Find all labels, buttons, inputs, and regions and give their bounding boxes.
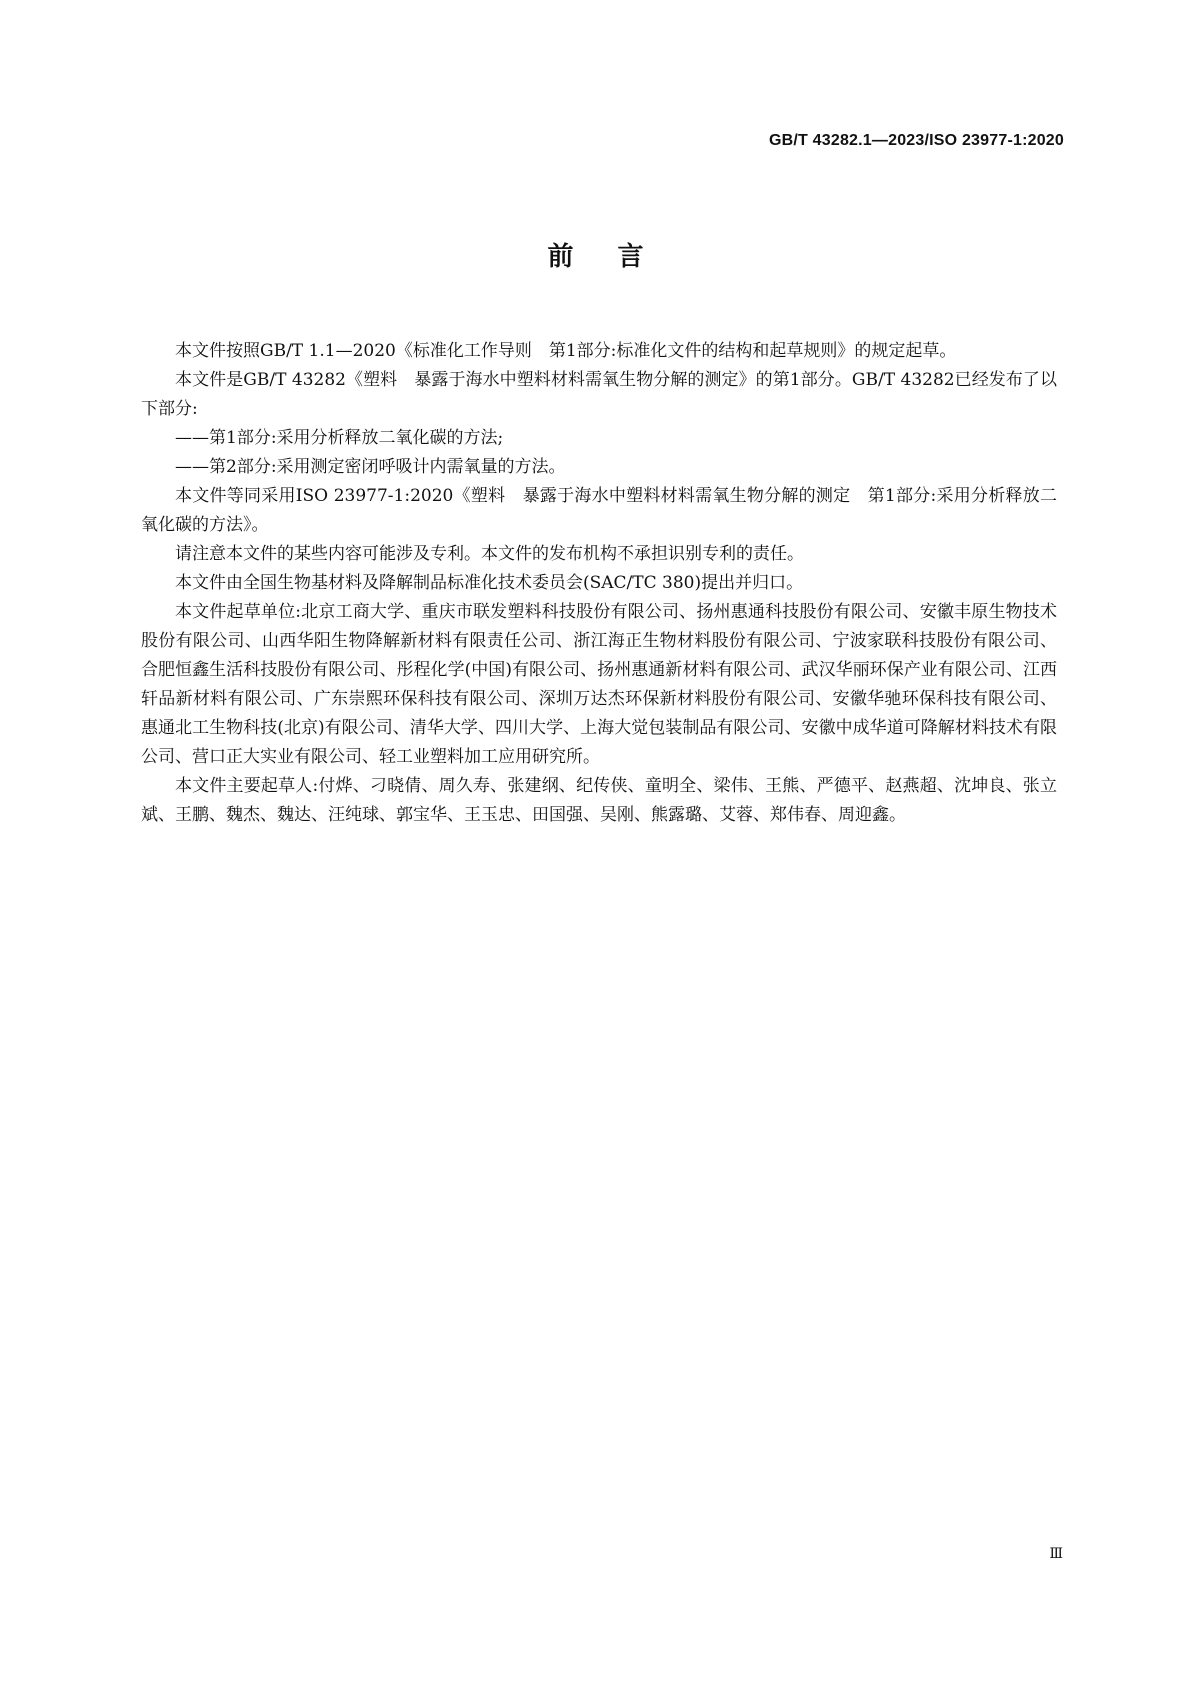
paragraph-iso-adoption: 本文件等同采用ISO 23977-1:2020《塑料 暴露于海水中塑料材料需氧生物分解的测定 第1部分:采用分析释放二氧化碳的方法》。 [141, 486, 1057, 535]
page-number: Ⅲ [1049, 1546, 1063, 1562]
paragraph-drafters: 本文件主要起草人:付烨、刁晓倩、周久寿、张建纲、纪传侠、童明全、梁伟、王熊、严德平、赵燕超、沈坤良、张立斌、王鹏、魏杰、魏达、汪纯球、郭宝华、王玉忠、田国强、吴刚、熊露璐、艾蓉、郑伟春、周迎鑫。 [141, 776, 1057, 825]
paragraph-drafting-units: 本文件起草单位:北京工商大学、重庆市联发塑料科技股份有限公司、扬州惠通科技股份有限公司、安徽丰原生物技术股份有限公司、山西华阳生物降解新材料有限责任公司、浙江海正生物材料股份有限公司、宁波家联科技股份有限公司、合肥恒鑫生活科技股份有限公司、彤程化学(中国)有限公司、扬州惠通新材料有限公司、武汉华丽环保产业有限公司、江西轩品新材料有限公司、广东崇熙环保科技有限公司、深圳万达杰环保新材料股份有限公司、安徽华驰环保科技有限公司、惠通北工生物科技(北京)有限公司、清华大学、四川大学、上海大觉包装制品有限公司、安徽中成华道可降解材料技术有限公司、营口正大实业有限公司、轻工业塑料加工应用研究所。 [141, 602, 1057, 767]
list-item-part-2: ——第2部分:采用测定密闭呼吸计内需氧量的方法。 [175, 457, 566, 477]
foreword-body [141, 337, 1057, 830]
paragraph-standard-parts: 本文件是GB/T 43282《塑料 暴露于海水中塑料材料需氧生物分解的测定》的第1部分。GB/T 43282已经发布了以下部分: [141, 370, 1057, 419]
paragraph-patent-notice: 请注意本文件的某些内容可能涉及专利。本文件的发布机构不承担识别专利的责任。 [175, 544, 804, 564]
paragraph-proposer: 本文件由全国生物基材料及降解制品标准化技术委员会(SAC/TC 380)提出并归口。 [175, 573, 804, 593]
page-title: 前言 [547, 242, 688, 272]
standard-code: GB/T 43282.1—2023/ISO 23977-1:2020 [769, 132, 1064, 149]
paragraph-drafting-rules: 本文件按照GB/T 1.1—2020《标准化工作导则 第1部分:标准化文件的结构和起草规则》的规定起草。 [175, 341, 957, 361]
list-item-part-1: ——第1部分:采用分析释放二氧化碳的方法; [175, 428, 504, 448]
